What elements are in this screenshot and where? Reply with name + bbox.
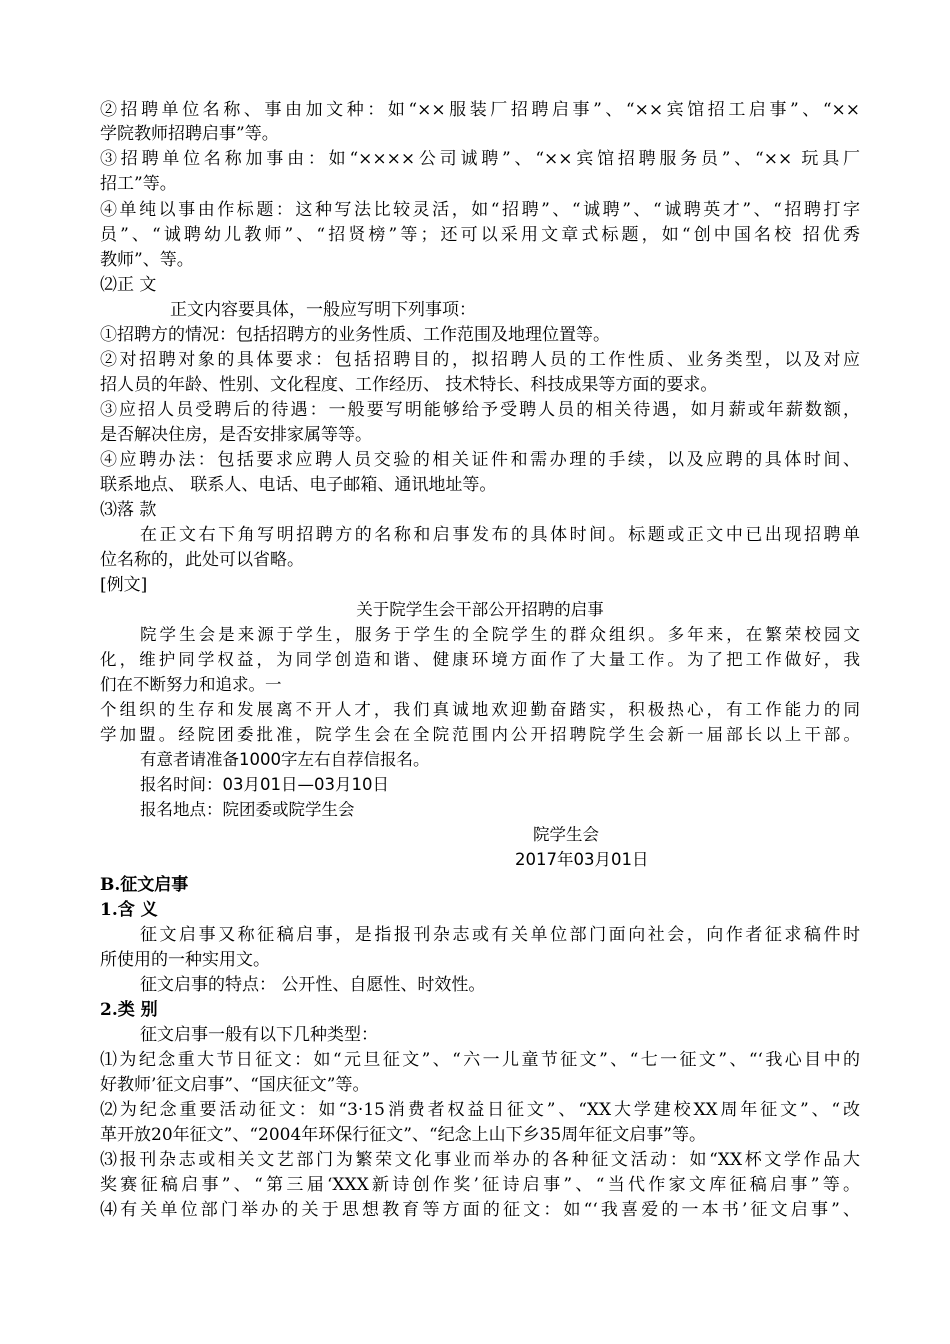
text-line: 有意者请准备1000字左右自荐信报名。 bbox=[140, 750, 430, 769]
text-line: 征文启事又称征稿启事，是指报刊杂志或有关单位部门面向社会，向作者征求稿件时 bbox=[140, 925, 860, 945]
text-line: 员”、“诚聘幼儿教师”、“招贤榜”等；还可以采用文章式标题，如“创中国名校 招优秀 bbox=[100, 225, 860, 245]
text-line: 征文启事一般有以下几种类型： bbox=[140, 1025, 378, 1045]
text-line: ③应招人员受聘后的待遇：一般要写明能够给予受聘人员的相关待遇，如月薪或年薪数额， bbox=[100, 400, 860, 420]
section-heading: ⑶落 款 bbox=[100, 500, 157, 520]
text-line: 革开放20年征文”、“2004年环保行征文”、“纪念上山下乡35周年征文启事”等。 bbox=[100, 1125, 706, 1145]
text-line: 征文启事的特点： 公开性、自愿性、时效性。 bbox=[140, 975, 486, 995]
text-line: ⑷有关单位部门举办的关于思想教育等方面的征文：如“‘我喜爱的一本书’征文启事”、 bbox=[100, 1200, 860, 1220]
text-line: 位名称的，此处可以省略。 bbox=[100, 550, 304, 570]
section-heading: 1.含 义 bbox=[100, 900, 158, 920]
text-line: 所使用的一种实用文。 bbox=[100, 950, 270, 970]
example-label: [例文] bbox=[100, 575, 148, 595]
text-line: ⑴为纪念重大节日征文：如“元旦征文”、“六一儿童节征文”、“七一征文”、“‘我心目中的 bbox=[100, 1050, 860, 1070]
text-line: 招人员的年龄、性别、文化程度、工作经历、 技术特长、科技成果等方面的要求。 bbox=[100, 375, 718, 395]
text-line: 教师”、等。 bbox=[100, 250, 194, 270]
text-line: 报名地点：院团委或院学生会 bbox=[140, 800, 355, 819]
text-line: 招工”等。 bbox=[100, 174, 177, 194]
signature-org: 院学生会 bbox=[533, 825, 599, 844]
signature-date: 2017年03月01日 bbox=[515, 850, 649, 869]
section-heading: 2.类 别 bbox=[100, 1000, 158, 1020]
text-line: 是否解决住房，是否安排家属等等。 bbox=[100, 425, 372, 445]
text-line: 院学生会是来源于学生，服务于学生的全院学生的群众组织。多年来，在繁荣校园文 bbox=[140, 625, 860, 644]
text-line: ④应聘办法：包括要求应聘人员交验的相关证件和需办理的手续，以及应聘的具体时间、 bbox=[100, 450, 860, 470]
text-line: 个组织的生存和发展离不开人才，我们真诚地欢迎勤奋踏实，积极热心，有工作能力的同 bbox=[100, 700, 860, 719]
text-line: 正文内容要具体，一般应写明下列事项： bbox=[170, 300, 476, 320]
text-line: ⑵为纪念重要活动征文：如“3·15消费者权益日征文”、“XX大学建校XX周年征文”、“改 bbox=[100, 1100, 860, 1120]
section-heading: ⑵正 文 bbox=[100, 275, 157, 295]
text-line: ②招聘单位名称、事由加文种：如“××服装厂招聘启事”、“××宾馆招工启事”、“×× bbox=[100, 100, 860, 120]
text-line: 化，维护同学权益，为同学创造和谐、健康环境方面作了大量工作。为了把工作做好，我 bbox=[100, 650, 860, 669]
text-line: ③招聘单位名称加事由：如“××××公司诚聘”、“××宾馆招聘服务员”、“×× 玩具厂 bbox=[100, 149, 860, 169]
text-line: 报名时间：03月01日—03月10日 bbox=[140, 775, 389, 794]
text-line: 学院教师招聘启事”等。 bbox=[100, 124, 279, 144]
text-line: ④单纯以事由作标题：这种写法比较灵活，如“招聘”、“诚聘”、“诚聘英才”、“招聘打字 bbox=[100, 200, 860, 220]
text-line: ②对招聘对象的具体要求：包括招聘目的，拟招聘人员的工作性质、业务类型，以及对应 bbox=[100, 350, 860, 370]
text-line: 们在不断努力和追求。一 bbox=[100, 675, 282, 694]
example-title: 关于院学生会干部公开招聘的启事 bbox=[356, 600, 604, 619]
text-line: 联系地点、 联系人、电话、电子邮箱、通讯地址等。 bbox=[100, 475, 497, 495]
text-line: 奖赛征稿启事”、“第三届‘XXX新诗创作奖’征诗启事”、“当代作家文库征稿启事”等。 bbox=[100, 1175, 860, 1195]
text-line: 学加盟。经院团委批准，院学生会在全院范围内公开招聘院学生会新一届部长以上干部。 bbox=[100, 725, 860, 744]
text-line: ①招聘方的情况：包括招聘方的业务性质、工作范围及地理位置等。 bbox=[100, 325, 610, 345]
section-heading: B.征文启事 bbox=[100, 875, 189, 895]
text-line: 在正文右下角写明招聘方的名称和启事发布的具体时间。标题或正文中已出现招聘单 bbox=[140, 525, 860, 545]
text-line: ⑶报刊杂志或相关文艺部门为繁荣文化事业而举办的各种征文活动：如“XX杯文学作品大 bbox=[100, 1150, 860, 1170]
text-line: 好教师’征文启事”、“国庆征文”等。 bbox=[100, 1075, 370, 1095]
